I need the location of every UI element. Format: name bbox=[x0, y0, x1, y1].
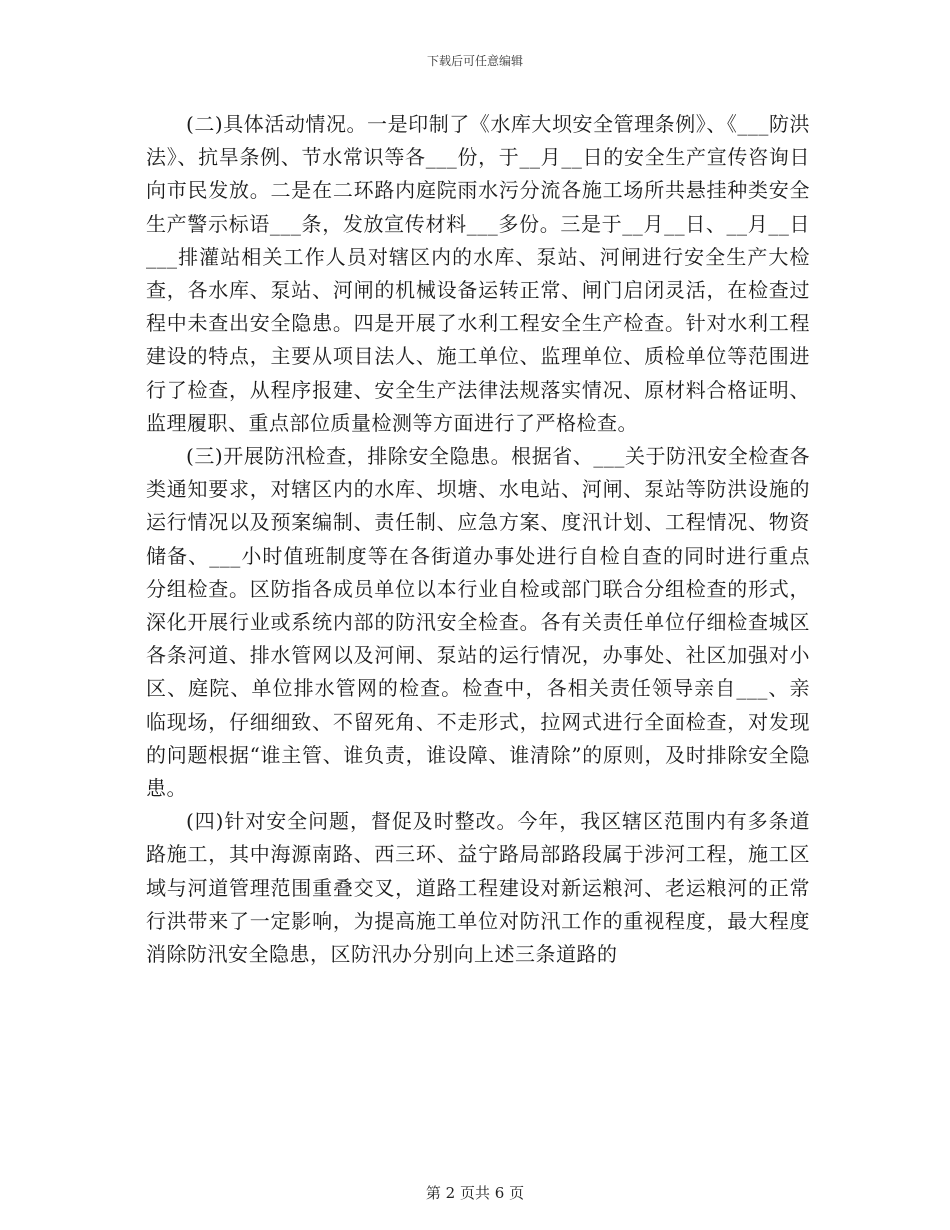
document-body bbox=[146, 108, 810, 971]
paragraph-rectification: (四)针对安全问题，督促及时整改。今年，我区辖区范围内有多条道路施工，其中海源南路、西三环、益宁路局部路段属于涉河工程，施工区域与河道管理范围重叠交叉，道路工程建设对新运粮河、老运粮河的正常行洪带来了一定影响，为提高施工单位对防汛工作的重视程度，最大程度消除防汛安全隐患，区防汛办分别向上述三条道路的 bbox=[146, 809, 810, 967]
paragraph-flood-inspection: (三)开展防汛检查，排除安全隐患。根据省、___关于防汛安全检查各类通知要求，对辖区内的水库、坝塘、水电站、河闸、泵站等防洪设施的运行情况以及预案编制、责任制、应急方案、度汛计划、工程情况、物资储备、___小时值班制度等在各街道办事处进行自检自查的同时进行重点分组检查。区防指各成员单位以本行业自检或部门联合分组检查的形式，深化开展行业或系统内部的防汛安全检查。各有关责任单位仔细检查城区各条河道、排水管网以及河闸、泵站的运行情况，办事处、社区加强对小区、庭院、单位排水管网的检查。检查中，各相关责任领导亲自___、亲临现场，仔细细致、不留死角、不走形式，拉网式进行全面检查，对发现的问题根据“谁主管、谁负责，谁设障、谁清除”的原则，及时排除安全隐患。 bbox=[146, 444, 810, 801]
paragraph-activities: (二)具体活动情况。一是印制了《水库大坝安全管理条例》、《___防洪法》、抗旱条例、节水常识等各___份，于__月__日的安全生产宣传咨询日向市民发放。二是在二环路内庭院雨水污分流各施工场所共悬挂种类安全生产警示标语___条，发放宣传材料___多份。三是于__月__日、__月__日___排灌站相关工作人员对辖区内的水库、泵站、河闸进行安全生产大检查，各水库、泵站、河闸的机械设备运转正常、闸门启闭灵活，在检查过程中未查出安全隐患。四是开展了水利工程安全生产检查。针对水利工程建设的特点，主要从项目法人、施工单位、监理单位、质检单位等范围进行了检查，从程序报建、安全生产法律法规落实情况、原材料合格证明、监理履职、重点部位质量检测等方面进行了严格检查。 bbox=[146, 112, 810, 435]
page-number: 第 2 页共 6 页 bbox=[425, 1184, 525, 1202]
page-header: 下载后可任意编辑 bbox=[426, 54, 523, 68]
